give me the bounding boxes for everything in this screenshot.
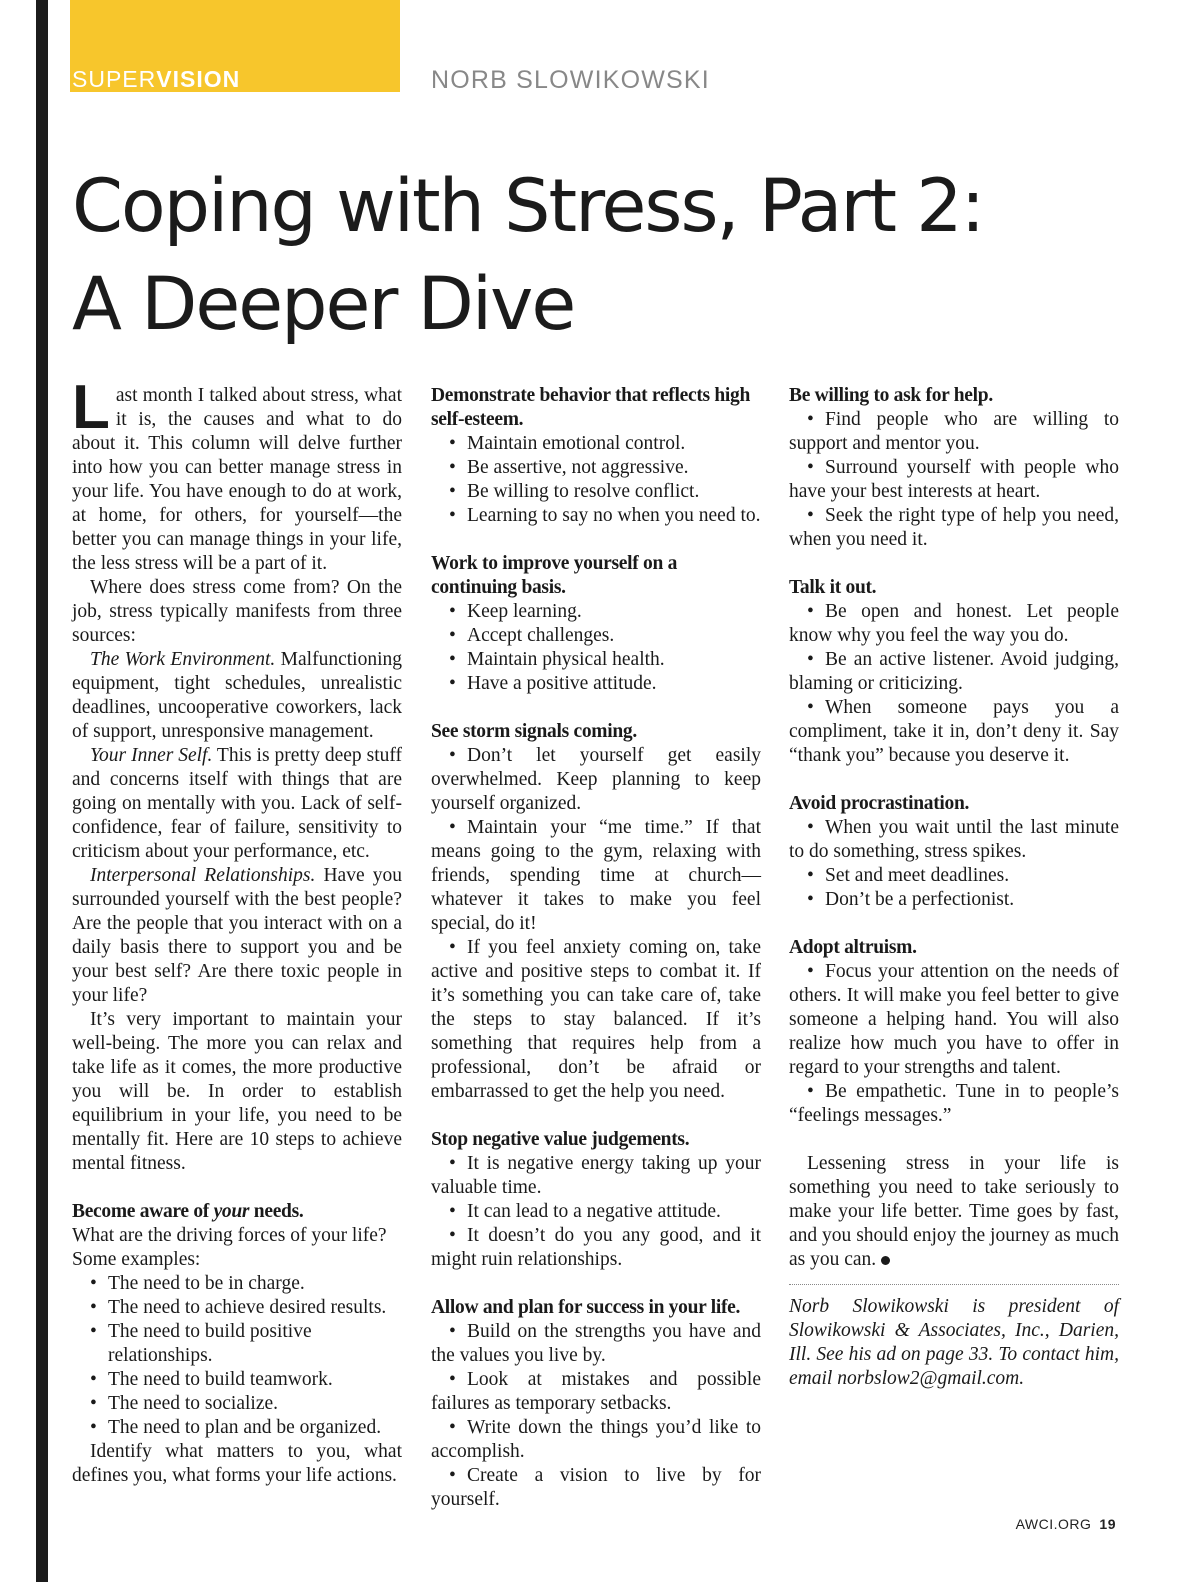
needs-list	[72, 1272, 402, 1440]
list-item: • Set and meet deadlines.	[789, 864, 1119, 888]
list-item: • Maintain emotional control.	[431, 432, 761, 456]
heading-self-esteem: Demonstrate behavior that reflects high self-esteem.	[431, 385, 751, 430]
list-item: • The need to socialize.	[72, 1392, 402, 1416]
work-environment-text: Malfunctioning equipment, tight schedules, unrealistic deadlines, uncooperative coworkers, lack of support, unresponsive management.	[72, 649, 402, 742]
list-item: • Be willing to resolve conflict.	[431, 480, 761, 504]
footer-site: AWCI.ORG	[1015, 1516, 1092, 1532]
list-item: • Keep learning.	[431, 600, 761, 624]
list-item: • Maintain your “me time.” If that means going to the gym, relaxing with friends, spending time at church—whatever it takes to make you feel special, do it!	[431, 816, 761, 936]
heading-altruism: Adopt altruism.	[789, 937, 917, 958]
inner-self-paragraph	[72, 744, 402, 864]
help-list	[789, 408, 1119, 552]
storm-list	[431, 744, 761, 1104]
work-environment-paragraph	[72, 648, 402, 744]
talk-list	[789, 600, 1119, 768]
article-title	[72, 158, 1132, 354]
list-item: • The need to plan and be organized.	[72, 1416, 402, 1440]
closing-text: Lessening stress in your life is something you need to take seriously to make your life better. Time goes by fast, and you should enjoy the journey as much as you can.	[789, 1153, 1119, 1270]
list-item: • Build on the strengths you have and the values you live by.	[431, 1320, 761, 1368]
heading-success: Allow and plan for success in your life.	[431, 1297, 741, 1318]
list-item: • Create a vision to live by for yourself.	[431, 1464, 761, 1512]
heading-negative-judgements: Stop negative value judgements.	[431, 1129, 690, 1150]
heading-ask-help: Be willing to ask for help.	[789, 385, 993, 406]
page-number: 19	[1099, 1516, 1116, 1532]
end-mark-icon	[881, 1256, 890, 1265]
bio-divider	[789, 1284, 1119, 1285]
list-item: • The need to be in charge.	[72, 1272, 402, 1296]
self-esteem-list	[431, 432, 761, 528]
column-3	[789, 384, 1119, 1391]
heading-aware-em: your	[213, 1201, 250, 1222]
list-item: • The need to achieve desired results.	[72, 1296, 402, 1320]
author-bio: Norb Slowikowski is president of Slowikowski & Associates, Inc., Darien, Ill. See his ad on page 33. To contact him, email norbslow2@gmail.com.	[789, 1296, 1119, 1389]
list-item: • Don’t let yourself get easily overwhelmed. Keep planning to keep yourself organized.	[431, 744, 761, 816]
success-list	[431, 1320, 761, 1512]
author-name: NORB SLOWIKOWSKI	[431, 66, 710, 94]
list-item: • The need to build teamwork.	[72, 1368, 402, 1392]
heading-aware-pre: Become aware of	[72, 1201, 214, 1222]
heading-storm-signals: See storm signals coming.	[431, 721, 637, 742]
article-title-line1: Coping with Stress, Part 2:	[72, 164, 984, 249]
sources-paragraph: Where does stress come from? On the job, stress typically manifests from three sources:	[72, 577, 402, 646]
list-item: • Seek the right type of help you need, when you need it.	[789, 504, 1119, 552]
list-item: • Surround yourself with people who have your best interests at heart.	[789, 456, 1119, 504]
drop-cap: L	[72, 373, 110, 442]
page-footer	[1016, 1516, 1116, 1532]
list-item: • The need to build positive relationships.	[72, 1320, 402, 1368]
identify-paragraph: Identify what matters to you, what defines you, what forms your life actions.	[72, 1441, 402, 1486]
list-item: • Find people who are willing to support and mentor you.	[789, 408, 1119, 456]
relationships-paragraph	[72, 864, 402, 1008]
intro-paragraph	[72, 373, 402, 576]
section-label-light: SUPER	[72, 66, 157, 92]
heading-procrastination: Avoid procrastination.	[789, 793, 970, 814]
article-title-line2: A Deeper Dive	[72, 262, 575, 347]
list-item: • It is negative energy taking up your valuable time.	[431, 1152, 761, 1200]
heading-talk-it-out: Talk it out.	[789, 577, 877, 598]
list-item: • Accept challenges.	[431, 624, 761, 648]
wellbeing-paragraph: It’s very important to maintain your well-being. The more you can relax and take life as it comes, the more productive you will be. In order to establish equilibrium in your life, you need to be mentally fit. Here are 10 steps to achieve mental fitness.	[72, 1009, 402, 1174]
list-item: • It doesn’t do you any good, and it might ruin relationships.	[431, 1224, 761, 1272]
list-item: • Learning to say no when you need to.	[431, 504, 761, 528]
relationships-text: Have you surrounded yourself with the best people? Are the people that you interact with on a daily basis there to support you and be your best self? Are there toxic people in your life?	[72, 865, 402, 1006]
list-item: • Don’t be a perfectionist.	[789, 888, 1119, 912]
list-item: • It can lead to a negative attitude.	[431, 1200, 761, 1224]
left-margin-bar	[36, 0, 48, 1582]
relationships-label: Interpersonal Relationships.	[90, 865, 316, 886]
list-item: • When you wait until the last minute to do something, stress spikes.	[789, 816, 1119, 864]
procrastination-list	[789, 816, 1119, 912]
closing-paragraph	[789, 1152, 1119, 1272]
intro-text: ast month I talked about stress, what it is, the causes and what to do about it. This column will delve further into how you can better manage stress in your life. You have enough to do at work, at home, for others, for yourself—the better you can manage things in your life, the less stress will be a part of it.	[72, 385, 402, 574]
list-item: • Look at mistakes and possible failures as temporary setbacks.	[431, 1368, 761, 1416]
heading-improve: Work to improve yourself on a continuing basis.	[431, 553, 678, 598]
list-item: • Be empathetic. Tune in to people’s “feelings messages.”	[789, 1080, 1119, 1128]
list-item: • Write down the things you’d like to accomplish.	[431, 1416, 761, 1464]
needs-intro: What are the driving forces of your life? Some examples:	[72, 1225, 387, 1270]
list-item: • Be an active listener. Avoid judging, blaming or criticizing.	[789, 648, 1119, 696]
list-item: • Have a positive attitude.	[431, 672, 761, 696]
list-item: • When someone pays you a compliment, take it in, don’t deny it. Say “thank you” because you deserve it.	[789, 696, 1119, 768]
column-2	[431, 384, 761, 1512]
list-item: • Maintain physical health.	[431, 648, 761, 672]
heading-aware-post: needs.	[249, 1201, 304, 1222]
inner-self-label: Your Inner Self.	[90, 745, 213, 766]
list-item: • Focus your attention on the needs of others. It will make you feel better to give someone a helping hand. You will also realize how much you have to offer in regard to your strengths and talent.	[789, 960, 1119, 1080]
section-label-bold: VISION	[156, 66, 241, 92]
list-item: • Be open and honest. Let people know why you feel the way you do.	[789, 600, 1119, 648]
improve-list	[431, 600, 761, 696]
list-item: • Be assertive, not aggressive.	[431, 456, 761, 480]
column-1	[72, 373, 402, 1488]
negative-list	[431, 1152, 761, 1272]
heading-aware-needs	[72, 1200, 402, 1224]
list-item: • If you feel anxiety coming on, take active and positive steps to combat it. If it’s something you can take care of, take the steps to stay balanced. If it’s something that requires help from a professional, don’t be afraid or embarrassed to get the help you need.	[431, 936, 761, 1104]
inner-self-text: This is pretty deep stuff and concerns itself with things that are going on mentally with you. Lack of self-confidence, fear of failure, sensitivity to criticism about your performance, etc.	[72, 745, 402, 862]
work-environment-label: The Work Environment.	[90, 649, 276, 670]
altruism-list	[789, 960, 1119, 1128]
section-label	[72, 64, 240, 94]
